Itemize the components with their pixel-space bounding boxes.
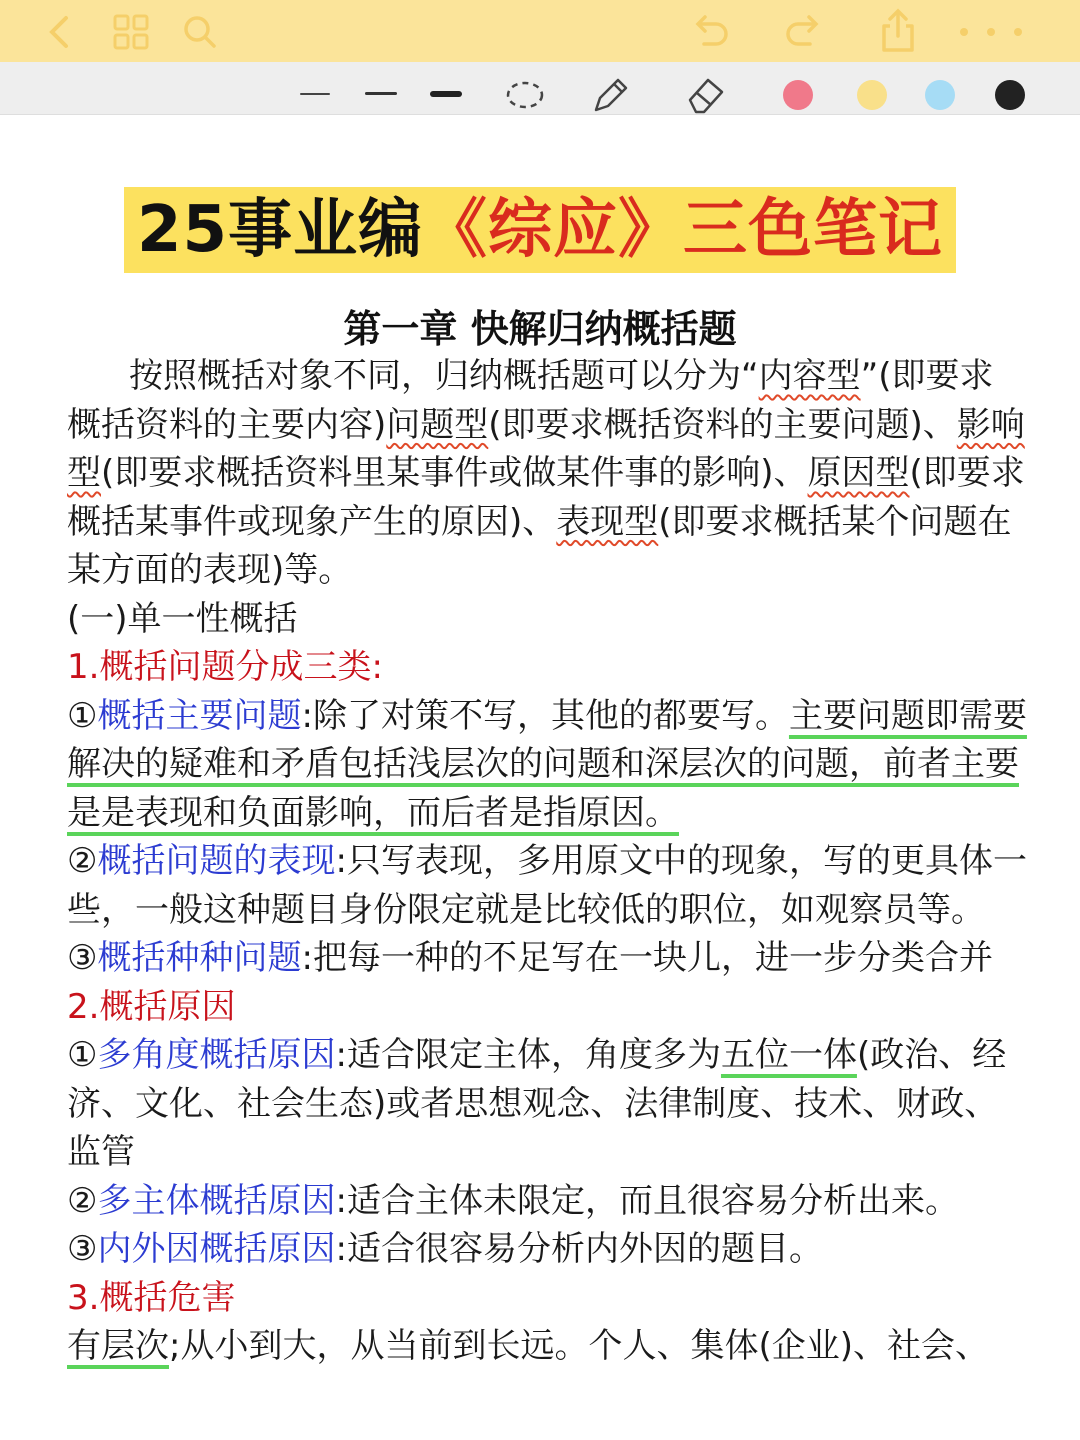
back-icon[interactable]	[44, 14, 74, 50]
list-item: ②概括问题的表现:只写表现，多用原文中的现象，写的更具体一些，一般这种题目身份限定就是比较低的职位，如观察员等。	[67, 841, 1027, 930]
red-heading-2: 2.概括原因	[67, 986, 236, 1027]
color-swatch-yellow[interactable]	[857, 80, 887, 110]
pen-medium-tool[interactable]	[365, 92, 397, 95]
note-body	[67, 352, 1027, 1371]
intro-paragraph: 按照概括对象不同，归纳概括题可以分为“内容型”(即要求概括资料的主要内容)问题型(即要求概括资料的主要问题)、影响型(即要求概括资料里某事件或做某件事的影响)、原因型(即要求概括某事件或现象产生的原因)、表现型(即要求概括某个问题在某方面的表现)等。	[67, 356, 1025, 590]
list-item: 有层次;从小到大，从当前到长远。个人、集体(企业)、社会、	[67, 1326, 989, 1366]
color-swatch-black[interactable]	[995, 80, 1025, 110]
color-swatch-pink[interactable]	[783, 80, 813, 110]
red-heading-3: 3.概括危害	[67, 1277, 236, 1318]
note-title: 25事业编《综应》三色笔记	[136, 193, 944, 267]
list-item: ③概括种种问题:把每一种的不足写在一块儿，进一步分类合并	[67, 938, 993, 978]
search-icon[interactable]	[182, 14, 218, 50]
section-heading: (一)单一性概括	[67, 598, 298, 639]
list-item: ②多主体概括原因:适合主体未限定，而且很容易分析出来。	[67, 1180, 959, 1221]
list-item: ①概括主要问题:除了对策不写，其他的都要写。主要问题即需要解决的疑难和矛盾包括浅层次的问题和深层次的问题，前者主要是是表现和负面影响，而后者是指原因。	[67, 695, 1027, 833]
pen-thin-tool[interactable]	[300, 93, 330, 95]
more-icon[interactable]	[956, 24, 1026, 40]
eraser-icon[interactable]	[682, 72, 728, 116]
pen-thick-tool[interactable]	[430, 91, 462, 97]
grid-icon[interactable]	[112, 13, 150, 51]
share-icon[interactable]	[878, 8, 918, 54]
red-heading-1: 1.概括问题分成三类:	[67, 647, 383, 687]
list-item: ①多角度概括原因:适合限定主体，角度多为五位一体(政治、经济、文化、社会生态)或者思想观念、法律制度、技术、财政、监管	[67, 1035, 1007, 1172]
color-swatch-blue[interactable]	[925, 80, 955, 110]
list-item: ③内外因概括原因:适合很容易分析内外因的题目。	[67, 1229, 823, 1269]
undo-icon[interactable]	[690, 14, 730, 50]
pencil-icon[interactable]	[588, 72, 632, 116]
redo-icon[interactable]	[784, 14, 824, 50]
top-app-bar	[0, 0, 1080, 62]
chapter-heading: 第一章 快解归纳概括题	[343, 307, 737, 351]
title-highlight	[124, 187, 956, 273]
lasso-icon[interactable]	[505, 78, 545, 112]
